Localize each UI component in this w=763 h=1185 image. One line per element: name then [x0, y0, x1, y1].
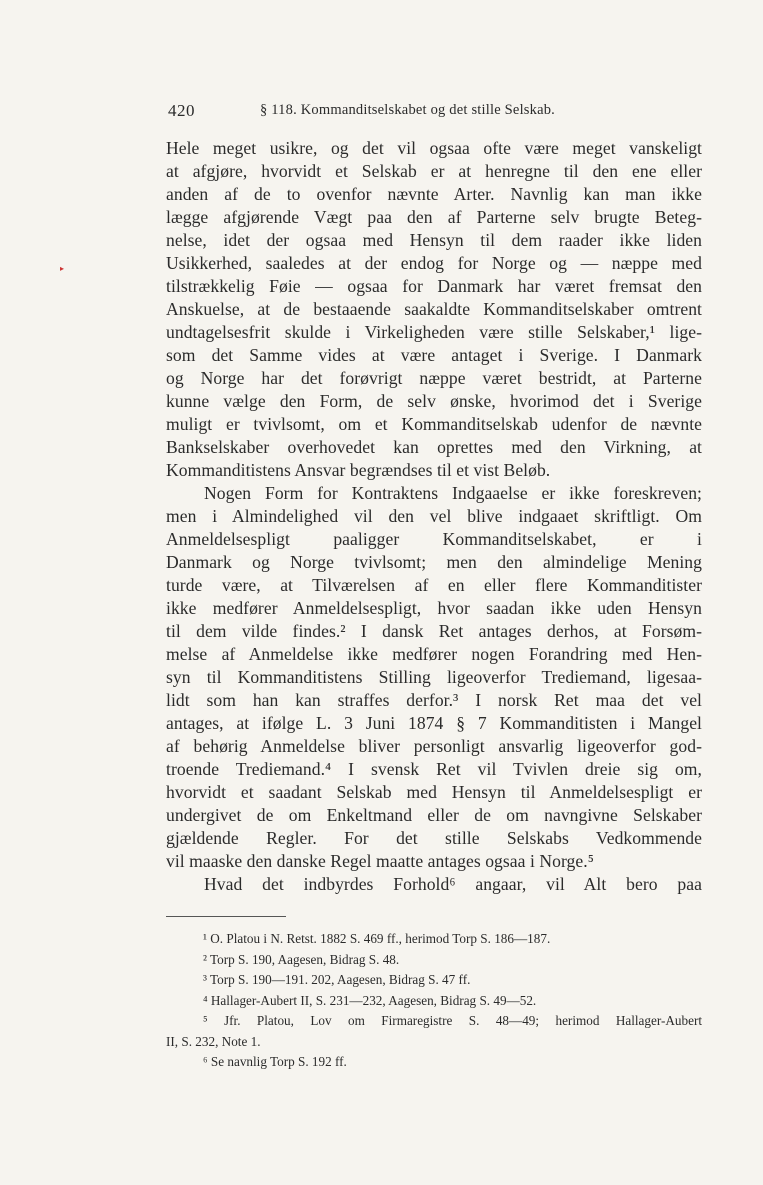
text-line: syn til Kommanditistens Stilling ligeoverfor Trediemand, ligesaa-	[166, 667, 702, 687]
text-line: undtagelsesfrit skulde i Virkeligheden være stille Selskaber,¹ lige-	[166, 322, 702, 342]
text-line: til dem vilde findes.² I dansk Ret antages derhos, at Forsøm-	[166, 621, 702, 641]
text-line: muligt er tvivlsomt, om et Kommanditselskab udenfor de nævnte	[166, 414, 702, 434]
footnote: ³ Torp S. 190—191. 202, Aagesen, Bidrag S. 47 ff.	[203, 972, 471, 987]
text-line: turde være, at Tilværelsen af en eller flere Kommanditister	[166, 575, 702, 595]
text-line: troende Trediemand.⁴ I svensk Ret vil Tvivlen dreie sig om,	[166, 759, 702, 779]
text-line: antages, at ifølge L. 3 Juni 1874 § 7 Kommanditisten i Mangel	[166, 713, 702, 733]
text-line: ikke medfører Anmeldelsespligt, hvor saadan ikke uden Hensyn	[166, 598, 702, 618]
text-line: Kommanditistens Ansvar begrændses til et vist Beløb.	[166, 460, 551, 480]
page-number: 420	[168, 101, 195, 120]
footnote-divider	[166, 916, 286, 917]
footnote: ² Torp S. 190, Aagesen, Bidrag S. 48.	[203, 951, 400, 967]
text-line: tilstrækkelig Føie — ogsaa for Danmark har været fremsat den	[166, 276, 702, 296]
text-line: og Norge har det forøvrigt næppe været bestridt, at Parterne	[166, 368, 702, 388]
text-line: Bankselskaber overhovedet kan oprettes med den Virkning, at	[166, 437, 702, 457]
text-line: nelse, idet der ogsaa med Hensyn til dem raader ikke liden	[166, 230, 702, 250]
running-header: § 118. Kommanditselskabet og det stille Selskab.	[260, 102, 555, 118]
text-line-paragraph-start: Nogen Form for Kontraktens Indgaaelse er ikke foreskreven;	[204, 483, 702, 503]
body-text	[166, 137, 702, 896]
text-line: Anskuelse, at de bestaaende saakaldte Kommanditselskaber omtrent	[166, 299, 702, 319]
text-line: melse af Anmeldelse ikke medfører nogen Forandring med Hen-	[166, 644, 702, 664]
text-line: vil maaske den danske Regel maatte antages ogsaa i Norge.⁵	[166, 851, 594, 871]
text-line: af behørig Anmeldelse bliver personligt ansvarlig ligeoverfor god-	[166, 736, 702, 756]
text-line: gjældende Regler. For det stille Selskabs Vedkommende	[166, 828, 702, 848]
text-line: anden af de to ovenfor nævnte Arter. Navnlig kan man ikke	[166, 184, 702, 204]
margin-mark-icon: ▸	[60, 264, 65, 273]
text-line: kunne vælge den Form, de selv ønske, hvorimod det i Sverige	[166, 391, 702, 411]
text-line: undergivet de om Enkeltmand eller de om navngivne Selskaber	[166, 805, 702, 825]
text-line: lidt som han kan straffes derfor.³ I norsk Ret maa det vel	[166, 690, 702, 710]
text-line: men i Almindelighed vil den vel blive indgaaet skriftligt. Om	[166, 506, 702, 526]
footnote: ⁵ Jfr. Platou, Lov om Firmaregistre S. 48—49; herimod Hallager-Aubert	[203, 1013, 702, 1028]
text-line: hvorvidt et saadant Selskab med Hensyn til Anmeldelsespligt er	[166, 782, 702, 802]
text-line: lægge afgjørende Vægt paa den af Parterne selv brugte Beteg-	[166, 207, 702, 227]
footnote: ⁴ Hallager-Aubert II, S. 231—232, Aagesen, Bidrag S. 49—52.	[203, 992, 537, 1008]
footnote: ⁶ Se navnlig Torp S. 192 ff.	[203, 1054, 347, 1069]
footnote-continuation: II, S. 232, Note 1.	[166, 1033, 261, 1049]
text-line: Usikkerhed, saaledes at der endog for Norge og — næppe med	[166, 253, 702, 273]
footnotes	[166, 929, 702, 1073]
text-line: Danmark og Norge tvivlsomt; men den almindelige Mening	[166, 552, 702, 572]
text-line-paragraph-start: Hvad det indbyrdes Forhold⁶ angaar, vil Alt bero paa	[204, 874, 702, 894]
footnote: ¹ O. Platou i N. Retst. 1882 S. 469 ff., herimod Torp S. 186—187.	[203, 931, 551, 946]
text-line: som det Samme vides at være antaget i Sverige. I Danmark	[166, 345, 702, 365]
text-line: Hele meget usikre, og det vil ogsaa ofte være meget vanskeligt	[166, 138, 702, 158]
text-line: at afgjøre, hvorvidt et Selskab er at henregne til den ene eller	[166, 161, 702, 181]
text-line: Anmeldelsespligt paaligger Kommanditselskabet, er i	[166, 529, 702, 549]
